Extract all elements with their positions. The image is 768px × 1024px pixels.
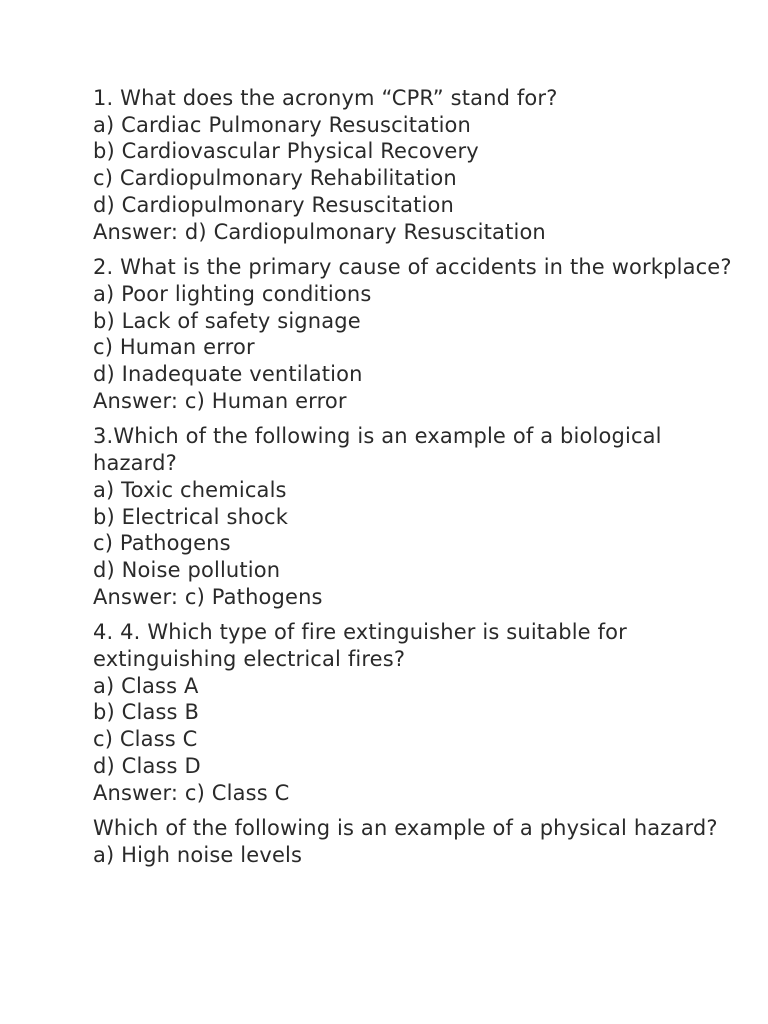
correct-answer: Answer: d) Cardiopulmonary Resuscitation	[93, 219, 546, 244]
answer-option: c) Class C	[93, 727, 198, 752]
question-prompt: 4. 4. Which type of fire extinguisher is suitable for extinguishing electrical fires?	[93, 620, 627, 672]
answer-option: a) Toxic chemicals	[93, 477, 287, 502]
answer-option: a) Cardiac Pulmonary Resuscitation	[93, 112, 472, 137]
question-prompt: Which of the following is an example of a physical hazard?	[93, 816, 718, 841]
answer-option: d) Inadequate ventilation	[93, 362, 363, 387]
answer-option: b) Lack of safety signage	[93, 308, 361, 333]
question-prompt: 1. What does the acronym “CPR” stand for?	[93, 86, 558, 110]
question-block	[93, 85, 733, 245]
answer-option: d) Class D	[93, 753, 201, 778]
answer-option: c) Cardiopulmonary Rehabilitation	[93, 166, 457, 191]
question-prompt: 3.Which of the following is an example of a biological hazard?	[93, 424, 662, 476]
answer-option: d) Noise pollution	[93, 557, 281, 582]
answer-option: b) Class B	[93, 700, 200, 725]
answer-option: a) Poor lighting conditions	[93, 281, 372, 306]
quiz-document	[93, 85, 733, 878]
question-block	[93, 423, 733, 610]
answer-option: d) Cardiopulmonary Resuscitation	[93, 192, 454, 217]
question-block	[93, 619, 733, 806]
answer-option: c) Human error	[93, 335, 255, 360]
answer-option: b) Electrical shock	[93, 504, 289, 529]
correct-answer: Answer: c) Pathogens	[93, 584, 323, 609]
correct-answer: Answer: c) Human error	[93, 388, 347, 413]
answer-option: b) Cardiovascular Physical Recovery	[93, 139, 479, 164]
question-block	[93, 254, 733, 414]
answer-option: a) High noise levels	[93, 842, 303, 867]
answer-option: c) Pathogens	[93, 531, 231, 556]
question-block	[93, 815, 733, 868]
answer-option: a) Class A	[93, 673, 199, 698]
correct-answer: Answer: c) Class C	[93, 780, 290, 805]
question-prompt: 2. What is the primary cause of accidents in the workplace?	[93, 255, 732, 280]
